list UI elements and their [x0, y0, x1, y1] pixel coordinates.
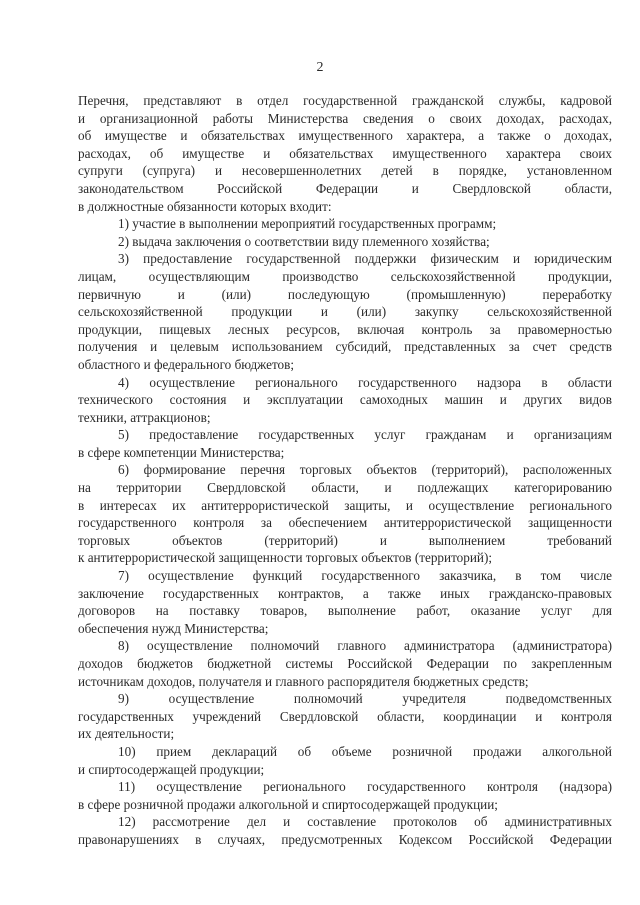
text-line: и организационной работы Министерства сведения о своих доходах, расходах, [78, 110, 612, 126]
text-line: 7) осуществление функций государственного заказчика, в том числе [118, 568, 612, 584]
text-line: Перечня, представляют в отдел государственной гражданской службы, кадровой [78, 93, 612, 108]
text-line: законодательством Российской Федерации и Свердловской области, [78, 180, 612, 196]
text-line: обеспечения нужд Министерства; [78, 620, 269, 636]
text-line: 2) выдача заключения о соответствии виду племенного хозяйства; [118, 233, 490, 249]
text-line: правонарушениях в случаях, предусмотренных Кодексом Российской Федерации [78, 831, 612, 847]
text-line: 5) предоставление государственных услуг гражданам и организациям [118, 427, 612, 443]
text-line: 11) осуществление регионального государственного контроля (надзора) [118, 779, 612, 795]
text-line: государственного контроля за обеспечением антитеррористической защищенности [78, 515, 612, 531]
text-line: 8) осуществление полномочий главного администратора (администратора) [118, 638, 612, 654]
text-line: и спиртосодержащей продукции; [78, 761, 265, 777]
text-line: техники, аттракционов; [78, 409, 211, 425]
text-line: расходах, об имуществе и обязательствах имущественного характера своих [78, 145, 612, 161]
text-line: продукции, пищевых лесных ресурсов, включая контроль за правомерностью [78, 321, 612, 337]
text-line: источникам доходов, получателя и главного распорядителя бюджетных средств; [78, 673, 529, 689]
text-line: их деятельности; [78, 726, 175, 742]
text-line: в должностные обязанности которых входит: [78, 198, 332, 214]
text-line: первичную и (или) последующую (промышленную) переработку [78, 286, 612, 302]
text-line: 12) рассмотрение дел и составление протоколов об административных [118, 814, 612, 830]
text-line: 9) осуществление полномочий учредителя подведомственных [118, 691, 612, 707]
text-line: доходов бюджетов бюджетной системы Российской Федерации по закрепленным [78, 656, 612, 671]
text-line: об имуществе и обязательствах имущественного характера, а также о доходах, [78, 128, 612, 144]
text-line: в сфере розничной продажи алкогольной и спиртосодержащей продукции; [78, 796, 498, 812]
text-line: 4) осуществление регионального государственного надзора в области [118, 374, 612, 390]
text-line: договоров на поставку товаров, выполнение работ, оказание услуг для [78, 603, 612, 619]
text-line: 10) прием деклараций об объеме розничной продажи алкогольной [118, 743, 612, 759]
text-line: 6) формирование перечня торговых объектов (территорий), расположенных [118, 462, 612, 478]
text-line: 1) участие в выполнении мероприятий государственных программ; [118, 216, 497, 232]
text-line: на территории Свердловской области, и подлежащих категорированию [78, 480, 612, 496]
text-line: лицам, осуществляющим производство сельскохозяйственной продукции, [78, 268, 612, 284]
text-line: областного и федерального бюджетов; [78, 356, 295, 372]
text-line: к антитеррористической защищенности торговых объектов (территорий); [78, 550, 493, 566]
text-line: заключение государственных контрактов, а также иных гражданско-правовых [78, 585, 612, 601]
page-number: 2 [316, 60, 324, 75]
text-line: 3) предоставление государственной поддержки физическим и юридическим [118, 251, 612, 267]
text-line: технического состояния и эксплуатации самоходных машин и других видов [78, 392, 612, 408]
text-line: государственных учреждений Свердловской области, координации и контроля [78, 708, 612, 724]
text-line: в сфере компетенции Министерства; [78, 444, 285, 460]
text-line: торговых объектов (территорий) и выполнением требований [78, 532, 612, 548]
text-line: в интересах их антитеррористической защиты, и осуществление регионального [78, 497, 612, 513]
text-line: сельскохозяйственной продукции и (или) закупку сельскохозяйственной [78, 304, 612, 320]
text-line: супруги (супруга) и несовершеннолетних детей в порядке, установленном [78, 163, 612, 179]
text-line: получения и целевым использованием субсидий, представленных за счет средств [78, 339, 612, 355]
document-body [78, 92, 612, 849]
